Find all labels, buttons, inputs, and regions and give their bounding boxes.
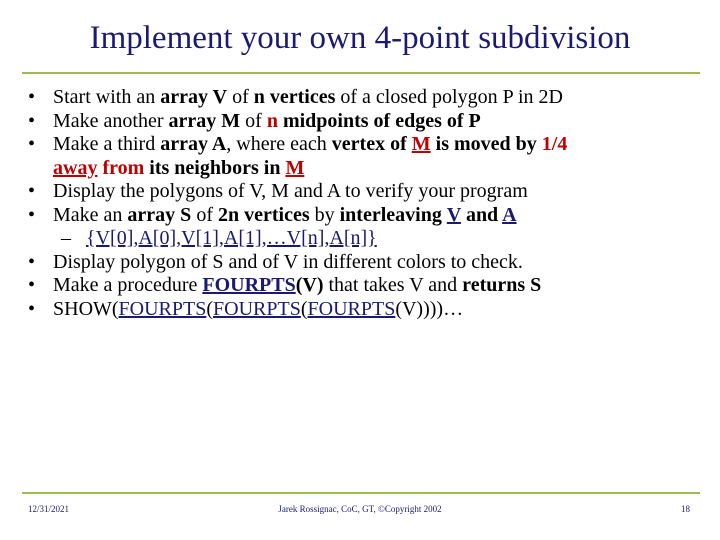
bullet-dot: • <box>28 133 36 155</box>
bullet-dot: • <box>28 297 36 320</box>
bullet-item: • Display the polygons of V, M and A to verify your program <box>28 180 528 202</box>
bullet-dot: • <box>28 203 36 226</box>
bullet-list <box>28 86 698 321</box>
bullet-item: • Display polygon of S and of V in different colors to check. <box>28 250 523 273</box>
bullet-dot: • <box>28 250 36 273</box>
bullet-dot: • <box>28 86 36 108</box>
bullet-item: • Start with an array V of n vertices of a closed polygon P in 2D <box>28 86 563 108</box>
bullet-item: • SHOW(FOURPTS(FOURPTS(FOURPTS(V))))… <box>28 297 464 320</box>
footer-divider <box>22 492 700 494</box>
bullet-item: • Make another array M of n midpoints of edges of P <box>28 109 481 132</box>
sub-bullet-dash: – <box>61 227 71 249</box>
bullet-item: • Make a procedure FOURPTS(V) that takes V and returns S <box>28 274 542 296</box>
bullet-dot: • <box>28 109 36 132</box>
footer-page-number: 18 <box>681 504 690 514</box>
sub-bullet-item: – {V[0],A[0],V[1],A[1],…V[n],A[n]} <box>61 227 377 249</box>
title-divider <box>22 72 700 74</box>
bullet-item: • Make an array S of 2n vertices by interleaving V and A <box>28 203 517 226</box>
slide-title: Implement your own 4-point subdivision <box>89 20 631 56</box>
bullet-item: • Make a third array A, where each vertex of M is moved by 1/4 away from its neighbors in M <box>28 133 568 179</box>
bullet-dot: • <box>28 274 36 296</box>
footer-author: Jarek Rossignac, CoC, GT, ©Copyright 2002 <box>278 504 442 514</box>
footer-date: 12/31/2021 <box>28 504 70 514</box>
bullet-dot: • <box>28 180 36 202</box>
